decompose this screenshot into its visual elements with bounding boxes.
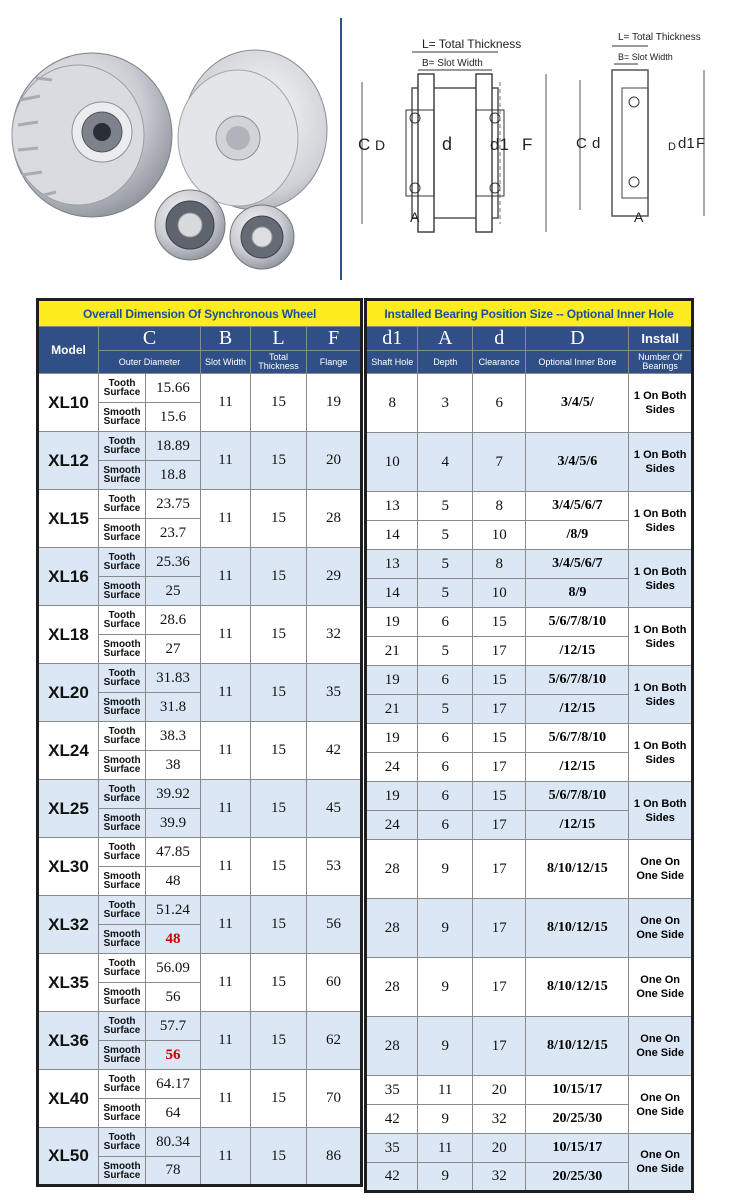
smooth-surface-label: Smooth Surface <box>99 403 146 432</box>
smooth-diameter-cell: 15.6 <box>146 403 201 432</box>
total-thickness-cell: 15 <box>251 1128 307 1186</box>
tooth-diameter-cell: 56.09 <box>146 954 201 983</box>
diagram2-d1-label: d1 <box>678 135 695 152</box>
b-subheader: Slot Width <box>201 351 251 374</box>
depth-cell: 6 <box>418 811 472 840</box>
total-thickness-cell: 15 <box>251 1012 307 1070</box>
shaft-hole-cell: 14 <box>366 521 418 550</box>
tooth-surface-label: Tooth Surface <box>99 490 146 519</box>
clearance-cell: 8 <box>472 492 525 521</box>
inner-bore-cell: 3/4/5/ <box>526 374 629 433</box>
shaft-hole-cell: 19 <box>366 724 418 753</box>
table-row <box>38 780 362 809</box>
slot-width-cell: 11 <box>201 1128 251 1186</box>
diagram2-d-label: d <box>592 135 601 152</box>
model-cell: XL16 <box>38 548 99 606</box>
D-header: D <box>526 327 629 351</box>
flange-cell: 20 <box>307 432 362 490</box>
model-cell: XL40 <box>38 1070 99 1128</box>
smooth-surface-label: Smooth Surface <box>99 751 146 780</box>
table-row <box>366 608 693 637</box>
total-thickness-cell: 15 <box>251 896 307 954</box>
table-row <box>366 840 693 899</box>
install-cell: One On One Side <box>629 958 693 1017</box>
smooth-diameter-cell: 48 <box>146 867 201 896</box>
table-row <box>366 782 693 811</box>
inner-bore-cell: 8/10/12/15 <box>526 1017 629 1076</box>
smooth-diameter-cell: 64 <box>146 1099 201 1128</box>
table-row <box>38 374 362 403</box>
table-row <box>38 1128 362 1157</box>
depth-cell: 11 <box>418 1076 472 1105</box>
toothed-pulley-image <box>12 53 172 217</box>
table-row <box>366 492 693 521</box>
diagram1-c-label: C <box>358 135 371 154</box>
clearance-cell: 15 <box>472 666 525 695</box>
tooth-diameter-cell: 47.85 <box>146 838 201 867</box>
tooth-diameter-cell: 51.24 <box>146 896 201 925</box>
inner-bore-cell: /12/15 <box>526 695 629 724</box>
smooth-diameter-cell: 25 <box>146 577 201 606</box>
clearance-cell: 32 <box>472 1105 525 1134</box>
diagram2-b-label: B= Slot Width <box>618 52 673 62</box>
clearance-cell: 32 <box>472 1163 525 1192</box>
clearance-cell: 7 <box>472 433 525 492</box>
table-row <box>38 490 362 519</box>
total-thickness-cell: 15 <box>251 432 307 490</box>
diagram2-f-label: F <box>696 135 706 152</box>
clearance-cell: 15 <box>472 724 525 753</box>
inner-bore-cell: 3/4/5/6 <box>526 433 629 492</box>
model-cell: XL24 <box>38 722 99 780</box>
tooth-diameter-cell: 39.92 <box>146 780 201 809</box>
table-row <box>366 374 693 433</box>
shaft-hole-cell: 28 <box>366 1017 418 1076</box>
total-thickness-cell: 15 <box>251 780 307 838</box>
shaft-hole-cell: 19 <box>366 608 418 637</box>
total-thickness-cell: 15 <box>251 606 307 664</box>
table-row <box>366 724 693 753</box>
d1-header: d1 <box>366 327 418 351</box>
clearance-cell: 8 <box>472 550 525 579</box>
tooth-surface-label: Tooth Surface <box>99 954 146 983</box>
smooth-surface-label: Smooth Surface <box>99 693 146 722</box>
slot-width-cell: 11 <box>201 1012 251 1070</box>
c-subheader: Outer Diameter <box>99 351 201 374</box>
flange-cell: 60 <box>307 954 362 1012</box>
inner-bore-cell: 8/10/12/15 <box>526 958 629 1017</box>
f-subheader: Flange <box>307 351 362 374</box>
clearance-cell: 10 <box>472 579 525 608</box>
table-row <box>38 896 362 925</box>
slot-width-cell: 11 <box>201 548 251 606</box>
slot-width-cell: 11 <box>201 954 251 1012</box>
clearance-cell: 6 <box>472 374 525 433</box>
inner-bore-cell: 5/6/7/8/10 <box>526 724 629 753</box>
table-row <box>366 1017 693 1076</box>
flange-cell: 70 <box>307 1070 362 1128</box>
shaft-hole-cell: 13 <box>366 492 418 521</box>
slot-width-cell: 11 <box>201 374 251 432</box>
slot-width-cell: 11 <box>201 722 251 780</box>
shaft-hole-cell: 21 <box>366 695 418 724</box>
shaft-hole-cell: 19 <box>366 666 418 695</box>
tooth-diameter-cell: 28.6 <box>146 606 201 635</box>
shaft-hole-cell: 10 <box>366 433 418 492</box>
clearance-cell: 17 <box>472 811 525 840</box>
depth-cell: 9 <box>418 840 472 899</box>
inner-bore-cell: 5/6/7/8/10 <box>526 782 629 811</box>
pulley-photo <box>0 0 340 290</box>
table-row <box>366 433 693 492</box>
install-cell: 1 On Both Sides <box>629 666 693 724</box>
slot-width-cell: 11 <box>201 896 251 954</box>
depth-cell: 5 <box>418 492 472 521</box>
total-thickness-cell: 15 <box>251 722 307 780</box>
diagram2-a-label: A <box>634 209 644 225</box>
install-cell: One On One Side <box>629 1017 693 1076</box>
clearance-cell: 10 <box>472 521 525 550</box>
smooth-diameter-cell: 31.8 <box>146 693 201 722</box>
tooth-surface-label: Tooth Surface <box>99 1012 146 1041</box>
model-header: Model <box>38 327 99 374</box>
flange-cell: 62 <box>307 1012 362 1070</box>
shaft-hole-cell: 24 <box>366 753 418 782</box>
tooth-surface-label: Tooth Surface <box>99 1070 146 1099</box>
tooth-surface-label: Tooth Surface <box>99 896 146 925</box>
total-thickness-cell: 15 <box>251 548 307 606</box>
total-thickness-cell: 15 <box>251 954 307 1012</box>
tooth-diameter-cell: 57.7 <box>146 1012 201 1041</box>
table-row <box>366 550 693 579</box>
shaft-hole-cell: 13 <box>366 550 418 579</box>
table-row <box>38 432 362 461</box>
smooth-diameter-cell: 78 <box>146 1157 201 1186</box>
depth-cell: 9 <box>418 1017 472 1076</box>
flange-cell: 53 <box>307 838 362 896</box>
total-thickness-cell: 15 <box>251 490 307 548</box>
inner-bore-cell: 5/6/7/8/10 <box>526 608 629 637</box>
shaft-hole-cell: 35 <box>366 1134 418 1163</box>
tooth-surface-label: Tooth Surface <box>99 1128 146 1157</box>
slot-width-cell: 11 <box>201 606 251 664</box>
tooth-surface-label: Tooth Surface <box>99 722 146 751</box>
install-cell: 1 On Both Sides <box>629 724 693 782</box>
clearance-cell: 17 <box>472 958 525 1017</box>
diagram1-b-label: B= Slot Width <box>422 58 483 69</box>
install-cell: 1 On Both Sides <box>629 433 693 492</box>
depth-cell: 5 <box>418 695 472 724</box>
shaft-hole-cell: 24 <box>366 811 418 840</box>
inner-bore-cell: 10/15/17 <box>526 1076 629 1105</box>
smooth-surface-label: Smooth Surface <box>99 867 146 896</box>
diagram1-D-label: D <box>375 137 386 153</box>
smooth-surface-label: Smooth Surface <box>99 1099 146 1128</box>
flange-cell: 35 <box>307 664 362 722</box>
smooth-surface-label: Smooth Surface <box>99 1041 146 1070</box>
flange-cell: 29 <box>307 548 362 606</box>
table-row <box>38 1070 362 1099</box>
inner-bore-cell: 8/9 <box>526 579 629 608</box>
tooth-diameter-cell: 18.89 <box>146 432 201 461</box>
shaft-hole-cell: 8 <box>366 374 418 433</box>
inner-bore-cell: 10/15/17 <box>526 1134 629 1163</box>
d-header: d <box>472 327 525 351</box>
shaft-hole-cell: 42 <box>366 1163 418 1192</box>
inner-bore-cell: 20/25/30 <box>526 1105 629 1134</box>
flange-cell: 42 <box>307 722 362 780</box>
a-header: A <box>418 327 472 351</box>
diagram2-D-label: D <box>668 141 676 153</box>
depth-cell: 9 <box>418 958 472 1017</box>
depth-cell: 9 <box>418 899 472 958</box>
smooth-diameter-cell: 39.9 <box>146 809 201 838</box>
a-subheader: Depth <box>418 351 472 374</box>
install-cell: 1 On Both Sides <box>629 374 693 433</box>
smooth-surface-label: Smooth Surface <box>99 577 146 606</box>
diagram1-l-label: L= Total Thickness <box>422 37 522 51</box>
install-cell: One On One Side <box>629 1134 693 1192</box>
smooth-diameter-cell: 48 <box>146 925 201 954</box>
shaft-hole-cell: 28 <box>366 958 418 1017</box>
shaft-hole-cell: 21 <box>366 637 418 666</box>
diagram1-f-label: F <box>522 135 533 154</box>
flange-cell: 19 <box>307 374 362 432</box>
inner-bore-cell: /12/15 <box>526 637 629 666</box>
install-cell: 1 On Both Sides <box>629 550 693 608</box>
clearance-cell: 17 <box>472 695 525 724</box>
smooth-surface-label: Smooth Surface <box>99 809 146 838</box>
tooth-diameter-cell: 80.34 <box>146 1128 201 1157</box>
smooth-diameter-cell: 38 <box>146 751 201 780</box>
overall-dimension-title: Overall Dimension Of Synchronous Wheel <box>38 300 362 327</box>
model-cell: XL18 <box>38 606 99 664</box>
table-row <box>38 954 362 983</box>
depth-cell: 5 <box>418 579 472 608</box>
slot-width-cell: 11 <box>201 838 251 896</box>
bearing-position-table <box>364 298 694 1193</box>
smooth-surface-label: Smooth Surface <box>99 925 146 954</box>
tooth-diameter-cell: 25.36 <box>146 548 201 577</box>
depth-cell: 5 <box>418 521 472 550</box>
total-thickness-cell: 15 <box>251 374 307 432</box>
flange-cell: 86 <box>307 1128 362 1186</box>
clearance-cell: 15 <box>472 782 525 811</box>
inner-bore-cell: /8/9 <box>526 521 629 550</box>
clearance-cell: 20 <box>472 1076 525 1105</box>
diagram1-a-label: A <box>410 209 420 225</box>
depth-cell: 6 <box>418 782 472 811</box>
tooth-surface-label: Tooth Surface <box>99 548 146 577</box>
tooth-surface-label: Tooth Surface <box>99 664 146 693</box>
table-row <box>366 958 693 1017</box>
model-cell: XL10 <box>38 374 99 432</box>
table-row <box>38 1012 362 1041</box>
model-cell: XL25 <box>38 780 99 838</box>
overall-dimension-table <box>36 298 363 1187</box>
table-row <box>38 606 362 635</box>
dimension-diagram-1 <box>350 30 560 270</box>
tooth-surface-label: Tooth Surface <box>99 432 146 461</box>
smooth-pulley-image <box>178 50 327 210</box>
depth-cell: 9 <box>418 1163 472 1192</box>
flange-cell: 32 <box>307 606 362 664</box>
total-thickness-cell: 15 <box>251 838 307 896</box>
table-row <box>366 899 693 958</box>
tooth-diameter-cell: 64.17 <box>146 1070 201 1099</box>
model-cell: XL30 <box>38 838 99 896</box>
smooth-diameter-cell: 27 <box>146 635 201 664</box>
slot-width-cell: 11 <box>201 1070 251 1128</box>
bearing-position-title: Installed Bearing Position Size -- Optional Inner Hole <box>366 300 693 327</box>
install-header: Install <box>629 327 693 351</box>
slot-width-cell: 11 <box>201 664 251 722</box>
smooth-surface-label: Smooth Surface <box>99 461 146 490</box>
clearance-cell: 17 <box>472 753 525 782</box>
depth-cell: 6 <box>418 753 472 782</box>
smooth-surface-label: Smooth Surface <box>99 1157 146 1186</box>
install-cell: One On One Side <box>629 840 693 899</box>
depth-cell: 6 <box>418 724 472 753</box>
clearance-cell: 17 <box>472 637 525 666</box>
depth-cell: 5 <box>418 637 472 666</box>
diagram2-c-label: C <box>576 135 587 152</box>
model-cell: XL32 <box>38 896 99 954</box>
clearance-cell: 15 <box>472 608 525 637</box>
clearance-cell: 17 <box>472 899 525 958</box>
model-cell: XL20 <box>38 664 99 722</box>
l-header: L <box>251 327 307 351</box>
install-cell: 1 On Both Sides <box>629 608 693 666</box>
inner-bore-cell: /12/15 <box>526 811 629 840</box>
slot-width-cell: 11 <box>201 780 251 838</box>
tooth-surface-label: Tooth Surface <box>99 374 146 403</box>
inner-bore-cell: 3/4/5/6/7 <box>526 492 629 521</box>
smooth-diameter-cell: 56 <box>146 1041 201 1070</box>
table-row <box>366 1076 693 1105</box>
install-cell: One On One Side <box>629 1076 693 1134</box>
depth-cell: 6 <box>418 666 472 695</box>
model-cell: XL15 <box>38 490 99 548</box>
d-subheader: Clearance <box>472 351 525 374</box>
inner-bore-cell: 5/6/7/8/10 <box>526 666 629 695</box>
tooth-diameter-cell: 23.75 <box>146 490 201 519</box>
diagram2-l-label: L= Total Thickness <box>618 32 701 43</box>
shaft-hole-cell: 35 <box>366 1076 418 1105</box>
tooth-diameter-cell: 15.66 <box>146 374 201 403</box>
diagram1-d-label: d <box>442 134 453 154</box>
total-thickness-cell: 15 <box>251 664 307 722</box>
clearance-cell: 17 <box>472 840 525 899</box>
smooth-diameter-cell: 56 <box>146 983 201 1012</box>
smooth-diameter-cell: 23.7 <box>146 519 201 548</box>
inner-bore-cell: 3/4/5/6/7 <box>526 550 629 579</box>
l-subheader: Total Thickness <box>251 351 307 374</box>
table-row <box>366 666 693 695</box>
slot-width-cell: 11 <box>201 490 251 548</box>
D-subheader: Optional Inner Bore <box>526 351 629 374</box>
install-subheader: Number Of Bearings <box>629 351 693 374</box>
depth-cell: 5 <box>418 550 472 579</box>
flange-cell: 56 <box>307 896 362 954</box>
slot-width-cell: 11 <box>201 432 251 490</box>
smooth-surface-label: Smooth Surface <box>99 983 146 1012</box>
depth-cell: 11 <box>418 1134 472 1163</box>
shaft-hole-cell: 28 <box>366 840 418 899</box>
section-divider <box>340 18 342 280</box>
smooth-diameter-cell: 18.8 <box>146 461 201 490</box>
shaft-hole-cell: 42 <box>366 1105 418 1134</box>
table-row <box>38 664 362 693</box>
tooth-surface-label: Tooth Surface <box>99 606 146 635</box>
clearance-cell: 20 <box>472 1134 525 1163</box>
flange-cell: 45 <box>307 780 362 838</box>
smooth-surface-label: Smooth Surface <box>99 635 146 664</box>
diagram1-d1-label: d1 <box>490 135 509 154</box>
c-header: C <box>99 327 201 351</box>
b-header: B <box>201 327 251 351</box>
clearance-cell: 17 <box>472 1017 525 1076</box>
model-cell: XL50 <box>38 1128 99 1186</box>
install-cell: 1 On Both Sides <box>629 782 693 840</box>
tooth-diameter-cell: 38.3 <box>146 722 201 751</box>
install-cell: 1 On Both Sides <box>629 492 693 550</box>
table-row <box>38 838 362 867</box>
model-cell: XL36 <box>38 1012 99 1070</box>
inner-bore-cell: 8/10/12/15 <box>526 899 629 958</box>
inner-bore-cell: /12/15 <box>526 753 629 782</box>
table-row <box>38 548 362 577</box>
depth-cell: 9 <box>418 1105 472 1134</box>
shaft-hole-cell: 14 <box>366 579 418 608</box>
tooth-surface-label: Tooth Surface <box>99 780 146 809</box>
f-header: F <box>307 327 362 351</box>
d1-subheader: Shaft Hole <box>366 351 418 374</box>
dimension-diagram-2 <box>572 30 722 250</box>
product-header <box>0 0 730 290</box>
install-cell: One On One Side <box>629 899 693 958</box>
table-row <box>366 1134 693 1163</box>
flange-cell: 28 <box>307 490 362 548</box>
shaft-hole-cell: 28 <box>366 899 418 958</box>
model-cell: XL12 <box>38 432 99 490</box>
smooth-surface-label: Smooth Surface <box>99 519 146 548</box>
inner-bore-cell: 8/10/12/15 <box>526 840 629 899</box>
table-row <box>38 722 362 751</box>
tooth-surface-label: Tooth Surface <box>99 838 146 867</box>
depth-cell: 4 <box>418 433 472 492</box>
depth-cell: 3 <box>418 374 472 433</box>
shaft-hole-cell: 19 <box>366 782 418 811</box>
depth-cell: 6 <box>418 608 472 637</box>
tooth-diameter-cell: 31.83 <box>146 664 201 693</box>
model-cell: XL35 <box>38 954 99 1012</box>
inner-bore-cell: 20/25/30 <box>526 1163 629 1192</box>
total-thickness-cell: 15 <box>251 1070 307 1128</box>
